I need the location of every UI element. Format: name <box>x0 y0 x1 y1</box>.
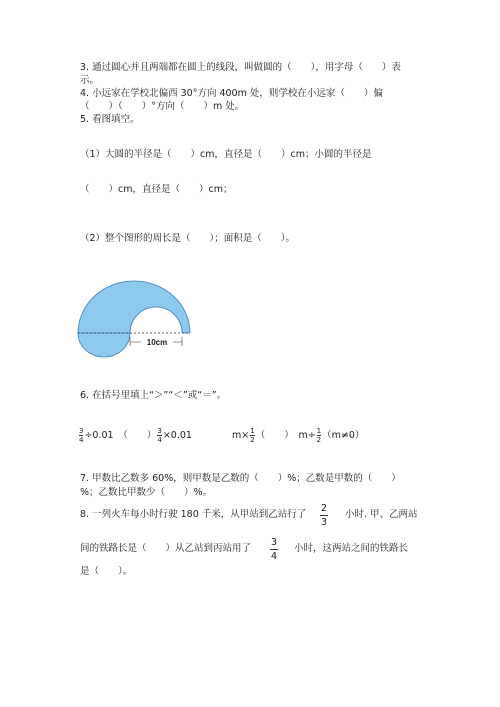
q8-line2b: 小时，这两站之间的铁路长 <box>294 543 409 554</box>
fraction-numerator: 3 <box>270 537 278 548</box>
fraction-numerator: 1 <box>316 427 322 435</box>
fraction-numerator: 1 <box>250 427 255 435</box>
fraction-numerator: 3 <box>79 427 84 435</box>
q6-item2 <box>232 427 364 445</box>
q3-line1: 3. 通过圆心并且两端都在圆上的线段，叫做圆的（ ），用字母（ ）表 <box>80 62 401 73</box>
fraction-numerator: 3 <box>157 427 162 435</box>
fraction-denominator: 4 <box>270 551 278 562</box>
q8-fraction2 <box>270 536 278 563</box>
q5-title: 5. 看图填空。 <box>80 114 140 125</box>
q7-line2: %；乙数比甲数少（ ）%。 <box>80 487 213 498</box>
q6-item1-middle: ÷0.01 （ ） <box>84 430 157 441</box>
fraction-denominator: 3 <box>320 517 328 528</box>
q8-fraction1 <box>320 502 328 529</box>
q6-item1-tail: ×0.01 <box>162 430 192 441</box>
fraction <box>250 427 254 444</box>
q8-line3: 是（ ）。 <box>80 566 133 577</box>
fraction-denominator: 2 <box>250 436 255 444</box>
fraction <box>79 427 83 444</box>
q6-title: 6. 在括号里填上“＞”“＜”或“＝”。 <box>80 390 227 401</box>
q5-part1-line1: （1）大圆的半径是（ ）cm，直径是（ ）cm；小圆的半径是 <box>80 149 372 160</box>
q3-line2: 示。 <box>80 75 100 86</box>
q5-part1-line2: （ ）cm，直径是（ ）cm； <box>80 184 233 195</box>
fraction-numerator: 2 <box>320 503 328 514</box>
q6-item2-middle: （ ） m÷ <box>255 430 316 441</box>
q6-item1 <box>78 427 192 445</box>
q7-line1: 7. 甲数比乙数多 60%，则甲数是乙数的（ ）%；乙数是甲数的（ ） <box>80 473 401 484</box>
q6-item2-tail: （m≠0） <box>322 430 365 441</box>
fraction-denominator: 4 <box>79 436 84 444</box>
q5-part2: （2）整个图形的周长是（ ）；面积是（ ）。 <box>80 233 296 244</box>
q6-item2-prefix: m× <box>232 430 250 441</box>
fraction-denominator: 2 <box>316 436 322 444</box>
q4-line2: （ ）（ ）°方向（ ）m 处。 <box>80 101 245 112</box>
fraction <box>317 427 321 444</box>
dimension-label: 10cm <box>146 338 168 347</box>
small-semicircle-region <box>78 333 130 357</box>
fraction <box>157 427 161 444</box>
circle-figure <box>74 278 198 358</box>
q8-line2a: 间的铁路长是（ ）从乙站到丙站用了 <box>80 543 252 554</box>
q4-line1: 4. 小远家在学校北偏西 30°方向 400m 处，则学校在小远家（ ）偏 <box>80 88 383 99</box>
q8-line1b: 小时. 甲、乙两站 <box>345 509 418 520</box>
fraction-denominator: 4 <box>157 436 162 444</box>
q8-line1a: 8. 一列火车每小时行驶 180 千米，从甲站到乙站行了 <box>80 509 307 520</box>
